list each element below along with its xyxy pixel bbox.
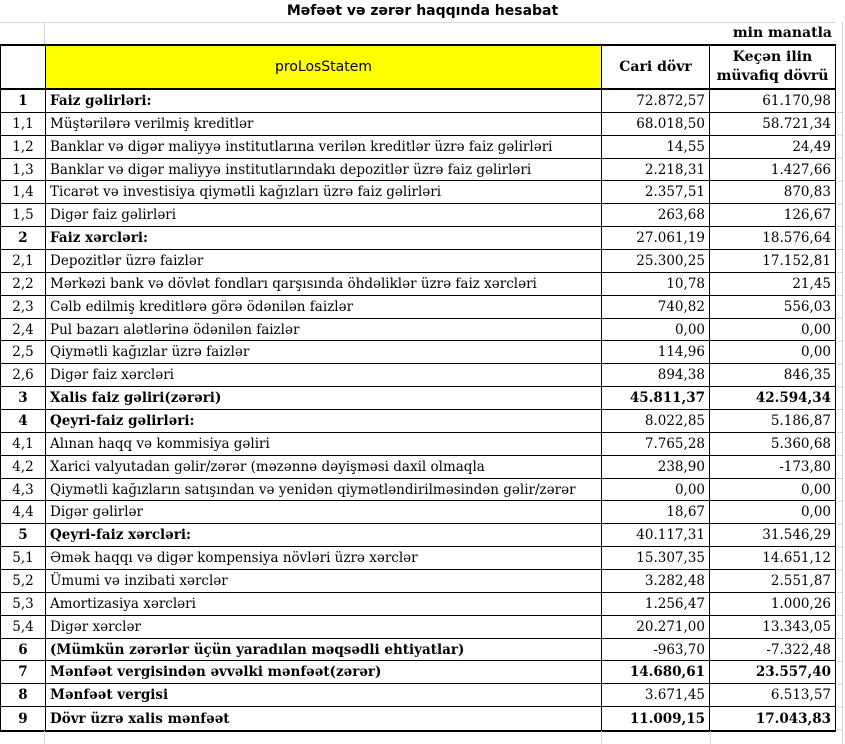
- row-number-cell[interactable]: 5,1: [12, 550, 34, 567]
- row-previous-value-cell[interactable]: 21,45: [709, 273, 835, 295]
- row-number-cell[interactable]: 2,5: [12, 344, 34, 361]
- table-row: [1, 387, 835, 410]
- row-previous-value-cell[interactable]: 0,00: [709, 501, 835, 523]
- row-current-value-cell[interactable]: 68.018,50: [601, 113, 709, 135]
- table-header-row: [1, 46, 835, 90]
- table-row: [1, 296, 835, 319]
- row-current-value-cell[interactable]: 11.009,15: [601, 707, 709, 730]
- table-row: [1, 136, 835, 159]
- row-label-cell[interactable]: Qeyri-faiz gəlirləri:: [45, 410, 601, 432]
- row-number-cell[interactable]: 7: [18, 664, 28, 681]
- row-previous-value-cell[interactable]: 14.651,12: [709, 547, 835, 569]
- row-previous-value-cell[interactable]: 870,83: [709, 181, 835, 203]
- row-number-cell[interactable]: 5,4: [12, 618, 34, 635]
- row-number-cell[interactable]: 1,1: [12, 115, 34, 132]
- row-number-cell[interactable]: 2: [18, 230, 28, 247]
- gridline-vertical: [44, 731, 45, 744]
- row-label-cell[interactable]: Əmək haqqı və digər kompensiya növləri üzrə xərclər: [45, 547, 601, 569]
- row-previous-value-cell[interactable]: 0,00: [709, 341, 835, 363]
- row-current-value-cell[interactable]: 3.282,48: [601, 570, 709, 592]
- table-row: [1, 433, 835, 456]
- row-previous-value-cell[interactable]: -7.322,48: [709, 639, 835, 661]
- row-previous-value-cell[interactable]: 846,35: [709, 364, 835, 386]
- row-current-value-cell[interactable]: 894,38: [601, 364, 709, 386]
- row-current-value-cell[interactable]: -963,70: [601, 639, 709, 661]
- table-row: [1, 227, 835, 250]
- gridline-vertical: [842, 22, 843, 744]
- table-row: [1, 570, 835, 593]
- table-row: [1, 479, 835, 502]
- row-label-cell[interactable]: Banklar və digər maliyyə institutlarındakı depozitlər üzrə faiz gəlirləri: [45, 159, 601, 181]
- table-row: [1, 204, 835, 227]
- row-label-cell[interactable]: Ümumi və inzibati xərclər: [45, 570, 601, 592]
- row-label-cell[interactable]: (Mümkün zərərlər üçün yaradılan məqsədli ehtiyatlar): [45, 639, 601, 661]
- row-previous-value-cell[interactable]: 61.170,98: [709, 90, 835, 112]
- row-number-cell[interactable]: 8: [18, 687, 28, 704]
- row-number-cell[interactable]: 1,2: [12, 138, 34, 155]
- row-label-cell[interactable]: Xalis faiz gəliri(zərəri): [45, 387, 601, 409]
- row-current-value-cell[interactable]: 1.256,47: [601, 593, 709, 615]
- row-label-cell[interactable]: Digər gəlirlər: [45, 501, 601, 523]
- table-row: [1, 547, 835, 570]
- profit-loss-table: [0, 44, 836, 732]
- row-previous-value-cell[interactable]: 0,00: [709, 479, 835, 501]
- header-name-cell[interactable]: proLosStatem: [45, 46, 601, 88]
- table-row: [1, 456, 835, 479]
- row-label-cell[interactable]: Banklar və digər maliyyə institutlarına verilən kreditlər üzrə faiz gəlirləri: [45, 136, 601, 158]
- table-row: [1, 113, 835, 136]
- table-row: [1, 364, 835, 387]
- table-row: [1, 273, 835, 296]
- row-label-cell[interactable]: Xarici valyutadan gəlir/zərər (məzənnə dəyişməsi daxil olmaqla: [45, 456, 601, 478]
- row-number-cell[interactable]: 2,1: [12, 252, 34, 269]
- row-previous-value-cell[interactable]: -173,80: [709, 456, 835, 478]
- row-label-cell[interactable]: Cəlb edilmiş kreditlərə görə ödənilən faizlər: [45, 296, 601, 318]
- row-label-cell[interactable]: Alınan haqq və kommisiya gəliri: [45, 433, 601, 455]
- row-label-cell[interactable]: Mənfəət vergisi: [45, 684, 601, 706]
- row-number-cell[interactable]: 5,2: [12, 572, 34, 589]
- row-label-cell[interactable]: Mənfəət vergisindən əvvəlki mənfəət(zərər): [45, 661, 601, 683]
- row-current-value-cell[interactable]: 14.680,61: [601, 661, 709, 683]
- row-current-value-cell[interactable]: 2.357,51: [601, 181, 709, 203]
- row-current-value-cell[interactable]: 0,00: [601, 479, 709, 501]
- row-current-value-cell[interactable]: 14,55: [601, 136, 709, 158]
- table-row: [1, 501, 835, 524]
- row-number-cell[interactable]: 1,5: [12, 207, 34, 224]
- row-current-value-cell[interactable]: 15.307,35: [601, 547, 709, 569]
- table-row: [1, 661, 835, 684]
- table-row: [1, 319, 835, 342]
- gridline-vertical: [710, 731, 711, 744]
- row-number-cell[interactable]: 4,4: [12, 504, 34, 521]
- row-number-cell[interactable]: 1,4: [12, 184, 34, 201]
- row-label-cell[interactable]: Qeyri-faiz xərcləri:: [45, 524, 601, 546]
- row-number-cell[interactable]: 5: [18, 527, 28, 544]
- row-previous-value-cell[interactable]: 556,03: [709, 296, 835, 318]
- row-current-value-cell[interactable]: 40.117,31: [601, 524, 709, 546]
- row-current-value-cell[interactable]: 72.872,57: [601, 90, 709, 112]
- row-current-value-cell[interactable]: 25.300,25: [601, 250, 709, 272]
- row-previous-value-cell[interactable]: 5.186,87: [709, 410, 835, 432]
- table-row: [1, 707, 835, 730]
- row-previous-value-cell[interactable]: 13.343,05: [709, 616, 835, 638]
- row-number-cell[interactable]: 2,2: [12, 275, 34, 292]
- row-current-value-cell[interactable]: 263,68: [601, 204, 709, 226]
- row-label-cell[interactable]: Digər faiz gəlirləri: [45, 204, 601, 226]
- row-current-value-cell[interactable]: 7.765,28: [601, 433, 709, 455]
- row-number-cell[interactable]: 4: [18, 412, 28, 429]
- row-label-cell[interactable]: Faiz xərcləri:: [45, 227, 601, 249]
- row-current-value-cell[interactable]: 114,96: [601, 341, 709, 363]
- row-previous-value-cell[interactable]: 17.152,81: [709, 250, 835, 272]
- row-previous-value-cell[interactable]: 126,67: [709, 204, 835, 226]
- row-current-value-cell[interactable]: 2.218,31: [601, 159, 709, 181]
- row-label-cell[interactable]: Ticarət və investisiya qiymətli kağızları üzrə faiz gəlirləri: [45, 181, 601, 203]
- row-number-cell[interactable]: 2,4: [12, 321, 34, 338]
- table-row: [1, 341, 835, 364]
- unit-note: min manatla: [732, 25, 832, 41]
- row-number-cell[interactable]: 9: [18, 710, 28, 727]
- row-current-value-cell[interactable]: 0,00: [601, 319, 709, 341]
- row-previous-value-cell[interactable]: 1.000,26: [709, 593, 835, 615]
- table-row: [1, 639, 835, 662]
- row-number-cell[interactable]: 4,1: [12, 435, 34, 452]
- table-row: [1, 410, 835, 433]
- row-current-value-cell[interactable]: 238,90: [601, 456, 709, 478]
- row-previous-value-cell[interactable]: 0,00: [709, 319, 835, 341]
- row-previous-value-cell[interactable]: 31.546,29: [709, 524, 835, 546]
- row-number-cell[interactable]: 3: [18, 390, 28, 407]
- table-row: [1, 616, 835, 639]
- row-number-cell[interactable]: 1: [18, 92, 28, 109]
- row-label-cell[interactable]: Mərkəzi bank və dövlət fondları qarşısında öhdəliklər üzrə faiz xərcləri: [45, 273, 601, 295]
- row-number-cell[interactable]: 4,2: [12, 458, 34, 475]
- row-previous-value-cell[interactable]: 24,49: [709, 136, 835, 158]
- row-label-cell[interactable]: Müştərilərə verilmiş kreditlər: [45, 113, 601, 135]
- row-current-value-cell[interactable]: 20.271,00: [601, 616, 709, 638]
- row-number-cell[interactable]: 2,3: [12, 298, 34, 315]
- row-previous-value-cell[interactable]: 23.557,40: [709, 661, 835, 683]
- row-number-cell[interactable]: 5,3: [12, 595, 34, 612]
- row-current-value-cell[interactable]: 10,78: [601, 273, 709, 295]
- unit-note-row: [0, 22, 836, 44]
- row-label-cell[interactable]: Amortizasiya xərcləri: [45, 593, 601, 615]
- row-label-cell[interactable]: Qiymətli kağızlar üzrə faizlər: [45, 341, 601, 363]
- row-previous-value-cell[interactable]: 5.360,68: [709, 433, 835, 455]
- row-previous-value-cell[interactable]: 6.513,57: [709, 684, 835, 706]
- gridline-vertical: [601, 731, 602, 744]
- row-label-cell[interactable]: Faiz gəlirləri:: [45, 90, 601, 112]
- gridline-vertical: [44, 22, 45, 44]
- row-previous-value-cell[interactable]: 42.594,34: [709, 387, 835, 409]
- table-row: [1, 181, 835, 204]
- row-number-cell[interactable]: 4,3: [12, 481, 34, 498]
- row-number-cell[interactable]: 2,6: [12, 367, 34, 384]
- row-current-value-cell[interactable]: 45.811,37: [601, 387, 709, 409]
- row-label-cell[interactable]: Digər faiz xərcləri: [45, 364, 601, 386]
- gridline-strip: [837, 90, 842, 731]
- header-current-period-cell[interactable]: Cari dövr: [601, 46, 709, 88]
- row-label-cell[interactable]: Pul bazarı alətlərinə ödənilən faizlər: [45, 319, 601, 341]
- row-previous-value-cell[interactable]: 58.721,34: [709, 113, 835, 135]
- table-row: [1, 524, 835, 547]
- row-current-value-cell[interactable]: 27.061,19: [601, 227, 709, 249]
- row-current-value-cell[interactable]: 3.671,45: [601, 684, 709, 706]
- table-row: [1, 593, 835, 616]
- row-number-cell[interactable]: 1,3: [12, 161, 34, 178]
- row-label-cell[interactable]: Qiymətli kağızların satışından və yenidən qiymətləndirilməsindən gəlir/zərər: [45, 479, 601, 501]
- row-current-value-cell[interactable]: 18,67: [601, 501, 709, 523]
- row-previous-value-cell[interactable]: 17.043,83: [709, 707, 835, 730]
- row-previous-value-cell[interactable]: 1.427,66: [709, 159, 835, 181]
- row-number-cell[interactable]: 6: [18, 641, 28, 658]
- header-previous-period-cell[interactable]: Keçən ilin müvafiq dövrü: [709, 46, 835, 88]
- row-label-cell[interactable]: Dövr üzrə xalis mənfəət: [45, 707, 601, 730]
- row-current-value-cell[interactable]: 8.022,85: [601, 410, 709, 432]
- row-label-cell[interactable]: Digər xərclər: [45, 616, 601, 638]
- row-label-cell[interactable]: Depozitlər üzrə faizlər: [45, 250, 601, 272]
- row-current-value-cell[interactable]: 740,82: [601, 296, 709, 318]
- table-row: [1, 90, 835, 113]
- header-blank-cell[interactable]: [1, 46, 45, 88]
- report-title: Məfəət və zərər haqqında hesabat: [286, 3, 559, 19]
- row-previous-value-cell[interactable]: 18.576,64: [709, 227, 835, 249]
- table-row: [1, 159, 835, 182]
- table-row: [1, 684, 835, 707]
- table-row: [1, 250, 835, 273]
- row-previous-value-cell[interactable]: 2.551,87: [709, 570, 835, 592]
- table-body: [1, 90, 835, 730]
